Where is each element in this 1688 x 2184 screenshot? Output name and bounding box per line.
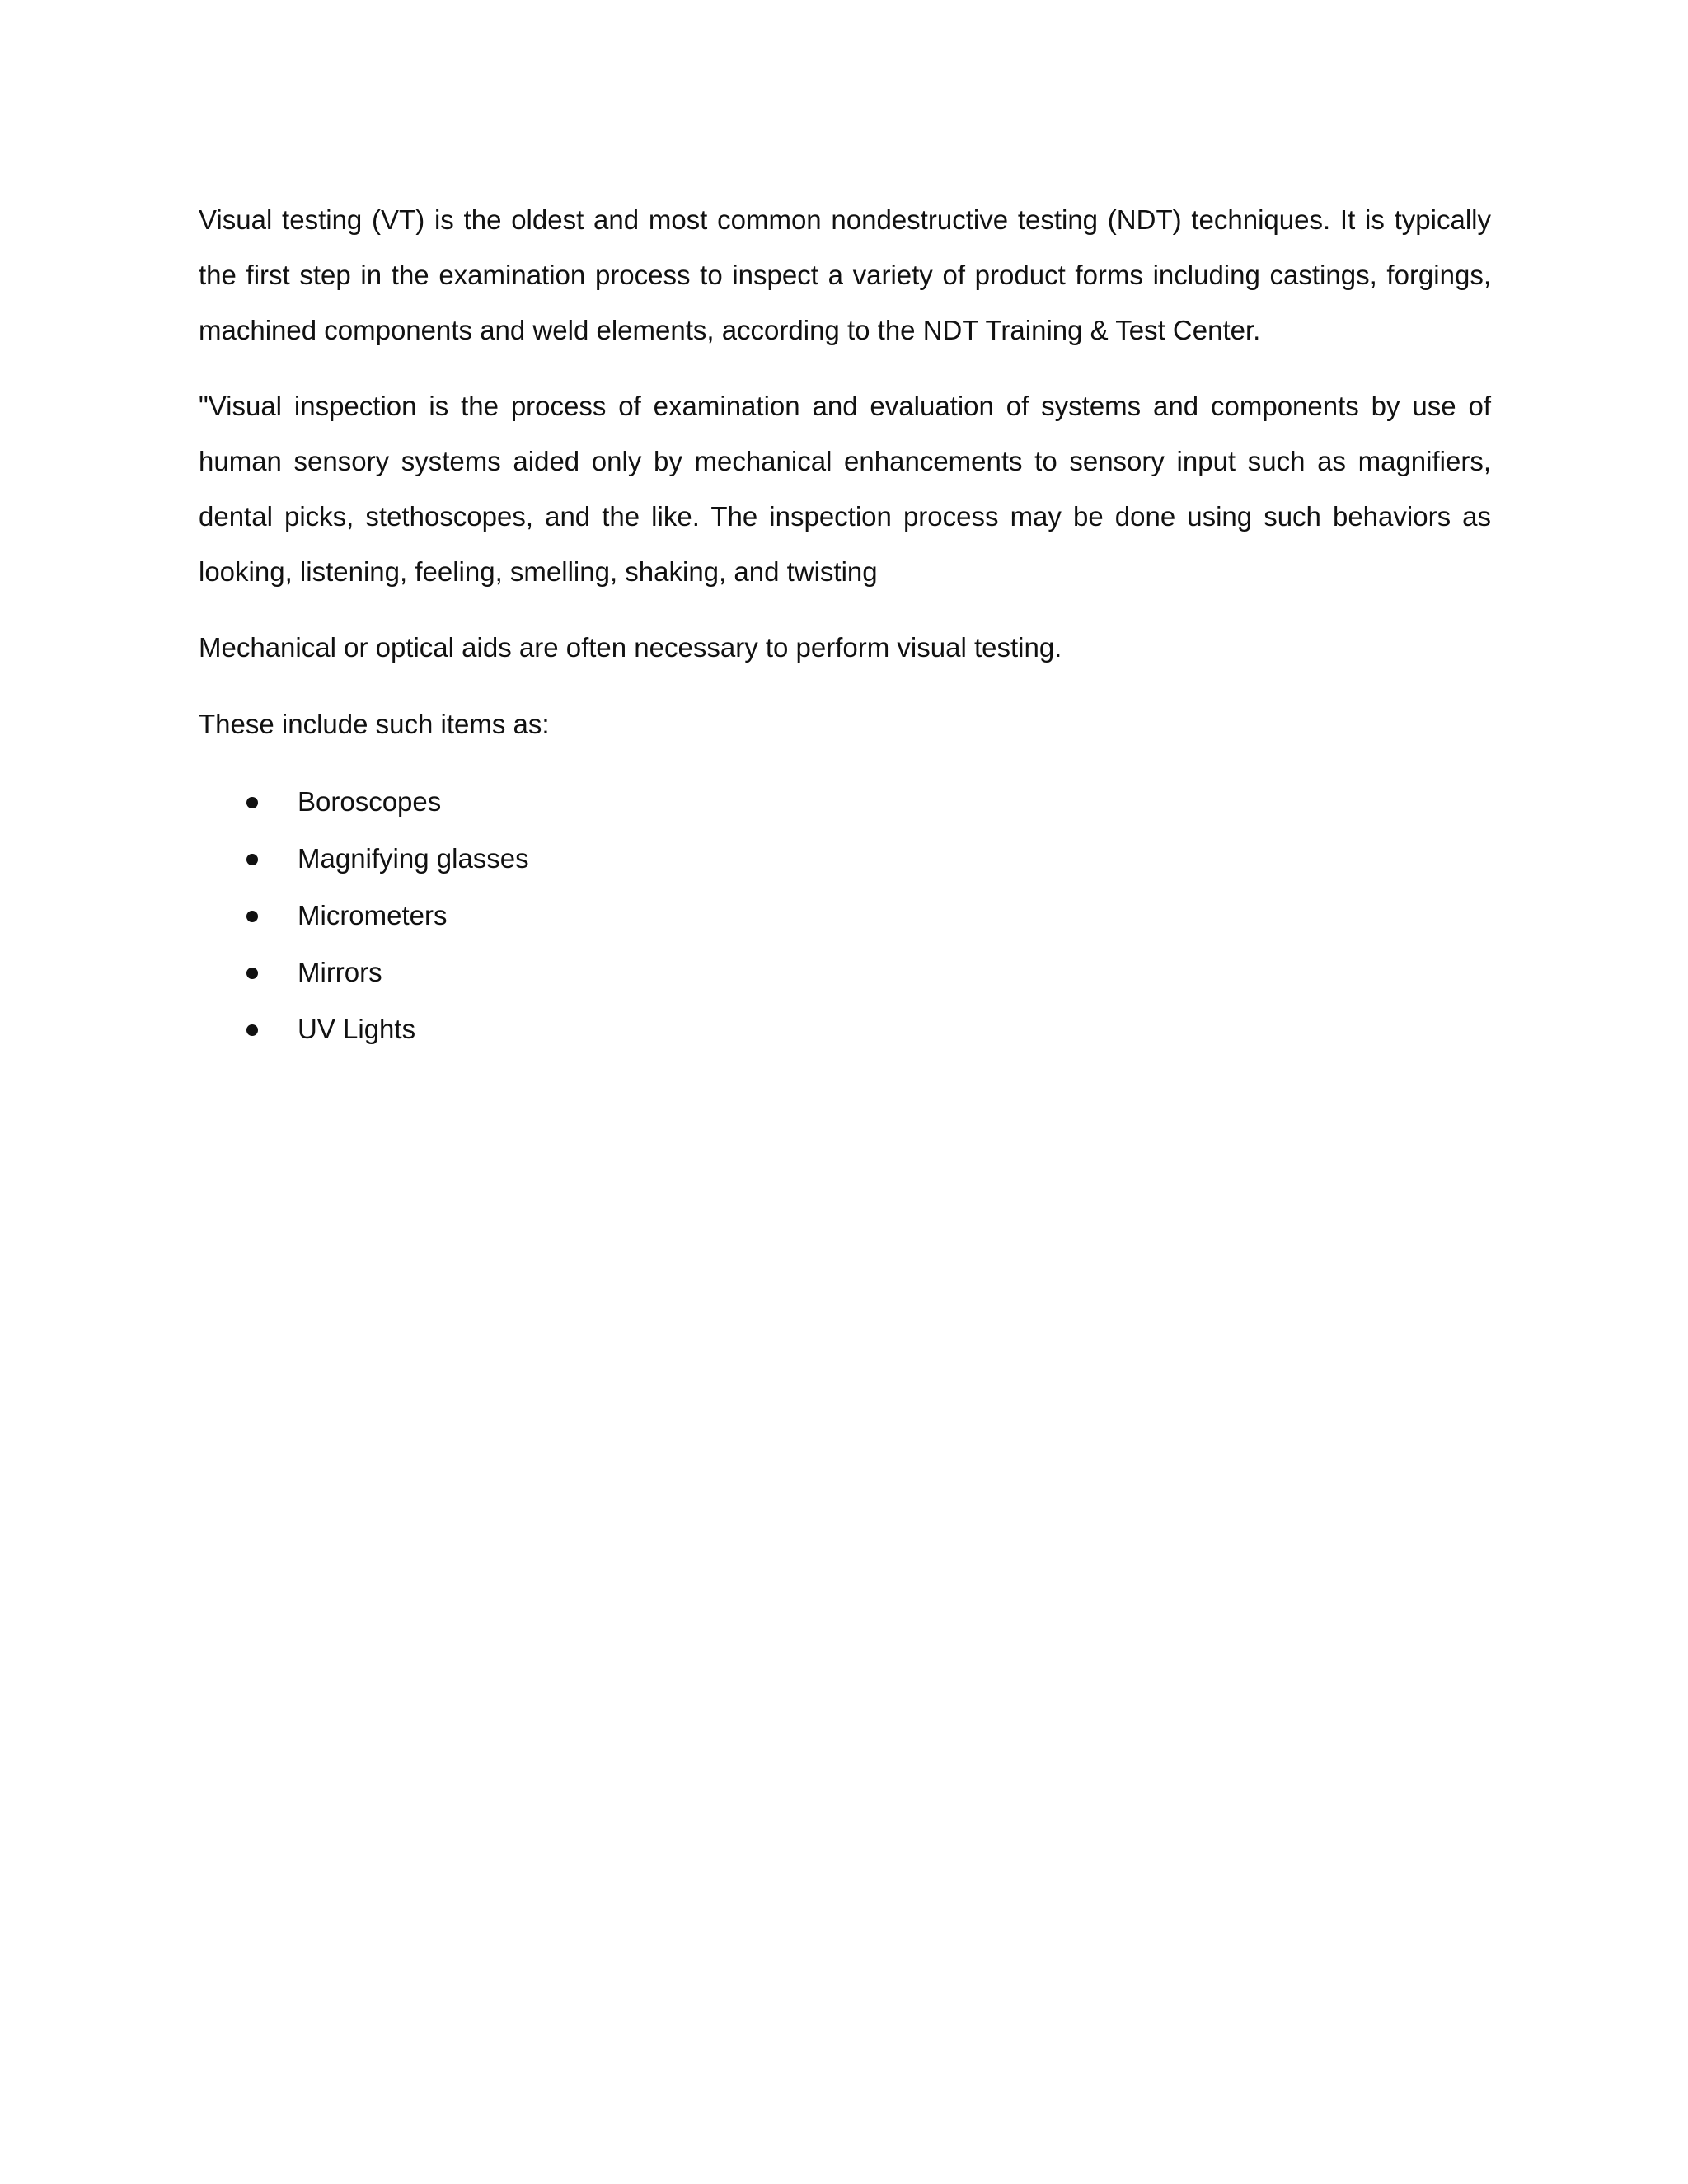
list-item-label: Boroscopes [298, 786, 442, 817]
list-item [199, 944, 1491, 1001]
list-item [199, 887, 1491, 944]
paragraph-aids: Mechanical or optical aids are often necessary to perform visual testing. [199, 632, 1062, 663]
paragraph-vt-intro: Visual testing (VT) is the oldest and most common nondestructive testing (NDT) techniques. It is typically the first step in the examination process to inspect a variety of product forms including castings, forgings, machined components and weld elements, according to the NDT Training & Test Center. [199, 204, 1491, 345]
paragraph-visual-inspection-definition: "Visual inspection is the process of examination and evaluation of systems and components by use of human sensory systems aided only by mechanical enhancements to sensory input such as magnifiers, dental picks, stethoscopes, and the like. The inspection process may be done using such behaviors as looking, listening, feeling, smelling, shaking, and twisting [199, 391, 1491, 587]
list-item-label: Mirrors [298, 957, 382, 987]
bullet-icon [246, 797, 258, 808]
document-body [199, 192, 1491, 1057]
paragraph-items-intro: These include such items as: [199, 709, 550, 739]
bullet-icon [246, 911, 258, 922]
bullet-icon [246, 968, 258, 979]
list-item [199, 773, 1491, 830]
bullet-icon [246, 1024, 258, 1036]
list-item-label: UV Lights [298, 1014, 416, 1044]
list-item [199, 830, 1491, 887]
aids-bullet-list [199, 773, 1491, 1057]
bullet-icon [246, 854, 258, 865]
list-item-label: Micrometers [298, 900, 448, 930]
list-item-label: Magnifying glasses [298, 843, 529, 874]
list-item [199, 1001, 1491, 1057]
